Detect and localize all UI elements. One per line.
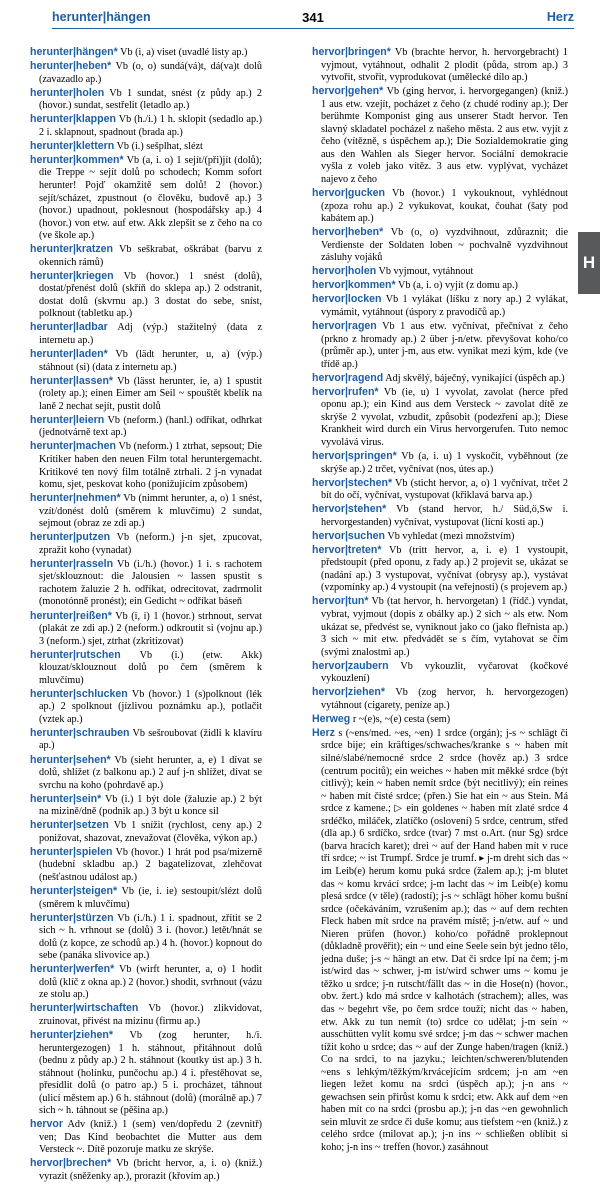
- dictionary-entry: [30, 885, 262, 911]
- entry-definition: Vb (hovor.) zlikvidovat, zruinovat, přivést na mizinu (firmu ap.): [39, 1003, 262, 1027]
- entry-headword: herunter|spielen: [30, 845, 113, 858]
- dictionary-entry: [312, 279, 568, 293]
- entry-headword: herunter|rutschen: [30, 648, 121, 661]
- entry-headword: herunter|schrauben: [30, 726, 130, 739]
- dictionary-entry: [30, 60, 262, 86]
- dictionary-entry: [30, 243, 262, 269]
- entry-headword: herunter|rasseln: [30, 557, 114, 570]
- entry-headword: hervor|rufen*: [312, 385, 379, 398]
- entry-headword: hervor|suchen: [312, 529, 386, 542]
- dictionary-entry: [30, 531, 262, 557]
- entry-headword: hervor|stechen*: [312, 476, 393, 489]
- dictionary-entry: [312, 226, 568, 265]
- dictionary-entry: [312, 46, 568, 85]
- entry-definition: Vb (stand hervor, h./ Süd,ö,Sw i. hervorgestanden) vyčnívat, vystupovat (lícní kosti ap.): [321, 504, 568, 528]
- dictionary-entry: [30, 649, 262, 688]
- right-column: [312, 46, 568, 1155]
- dictionary-entry: [30, 688, 262, 727]
- entry-headword: herunter|sehen*: [30, 753, 111, 766]
- entry-headword: herunter|sein*: [30, 792, 102, 805]
- dictionary-entry: [30, 1157, 262, 1183]
- entry-headword: herunter|hängen*: [30, 46, 118, 58]
- entry-definition: Vb (nimmt herunter, a, o) 1 snést, vzít/donést dolů (směrem k mluvčímu) 2 sundat, sejmout (obraz ze zdi ap.): [39, 493, 262, 530]
- entry-definition: Vb (a, i. u) 1 vyskočit, vyběhnout (ze skrýše ap.) 2 trčet, vyčnívat (nos, útes ap.): [321, 450, 568, 475]
- dictionary-entry: [30, 140, 262, 154]
- dictionary-entry: [312, 320, 568, 371]
- entry-headword: herunter|kommen*: [30, 153, 124, 166]
- entry-definition: Vb (i, a) viset (uvadlé listy ap.): [117, 47, 248, 58]
- entry-definition: Vb (i, i) 1 (hovor.) strhnout, servat (plakát ze zdi ap.) 2 (neform.) odkroutit si (vojnu ap.) 3 (neform.) sjet, ztrhat (zkritizovat): [39, 610, 262, 647]
- entry-headword: hervor|locken: [312, 293, 382, 306]
- entry-headword: hervor|holen: [312, 265, 377, 278]
- entry-headword: hervor|ragen: [312, 319, 377, 332]
- entry-headword: herunter|ziehen*: [30, 1029, 114, 1042]
- entry-definition: Vb (lädt herunter, u, a) (výp.) stáhnout (si) (data z internetu ap.): [39, 349, 262, 373]
- entry-definition: Vb (i./h.) 1 i. spadnout, zřítit se 2 sich ~ h. vrhnout se (dolů) 3 i. (hovor.) letět/hnát se dolů (z kopce, ze schodů ap.) 4 h. (hovor.) kopnout do sebe (panáka slivovice ap.): [39, 912, 262, 962]
- entry-definition: Vb (neform.) 1 ztrhat, sepsout; Die Kritiker haben den neuen Film total heruntergemacht. Kritikové ten nový film totálně ztrhali. 2 j-n vynadat komu, sjet, peskovat koho (ponižujícím způsobem): [39, 441, 262, 491]
- dictionary-entry: [312, 660, 568, 686]
- dictionary-entry: [312, 187, 568, 226]
- entry-definition: r ~(e)s, ~(e) cesta (sem): [350, 713, 451, 725]
- entry-headword: herunter|heben*: [30, 60, 112, 73]
- entry-headword: hervor: [30, 1118, 63, 1131]
- entry-definition: Vb (ie, u) 1 vyvolat, zavolat (herce před oponu ap.); ein Kind aus dem Versteck ~ zavolat dítě ze skrýše 2 vyvolat, vzbudit, způsobit (podezření ap.); Diese Krankheit wird durch ein Virus hervorgerufen. Tuto nemoc vyvolává virus.: [321, 386, 568, 448]
- entry-definition: Vb (a, i. o) vyjít (z domu ap.): [395, 280, 518, 292]
- entry-definition: Vb (i.) 1 být dole (žaluzie ap.) 2 být na mizině/dně (podnik ap.) 3 být u konce sil: [39, 793, 262, 818]
- dictionary-entry: [30, 414, 262, 440]
- entry-headword: herunter|stürzen: [30, 911, 114, 924]
- entry-definition: Vb (i.) (etw. Akk) klouzat/sklouznout dolů po čem (směrem k mluvčímu): [39, 649, 262, 686]
- entry-definition: Adv (kniž.) 1 (sem) ven/dopředu 2 (zevnitř) ven; Das Kind beobachtet die Mutter aus dem Versteck ~. Dítě pozoruje matku ze skrýše.: [39, 1119, 262, 1156]
- entry-definition: Vb (hovor.) 1 (s)polknout (lék ap.) 2 spolknout (jízlivou poznámku ap.), potlačit (vztek ap.): [39, 688, 262, 725]
- entry-definition: Vb (tat hervor, h. hervorgetan) 1 (řídč.) vyndat, vybrat, vyjmout (dopis z obálky ap.) 2 sich ~ als etw. Nom ukázat se, předvést se, vyniknout jako co (jako fleřnista ap.) 3 sich ~ mit etw. předvádět se s čím, vytahovat se čím (svými znalostmi ap.): [321, 596, 568, 658]
- entry-headword: Herweg: [312, 712, 351, 725]
- dictionary-entry: [312, 293, 568, 319]
- dictionary-entry: [312, 595, 568, 659]
- dictionary-entry: [30, 492, 262, 531]
- dictionary-entry: [30, 1118, 262, 1157]
- dictionary-entry: [312, 450, 568, 476]
- entry-definition: Vb (sieht herunter, a, e) 1 dívat se dolů, shlížet (z balkonu ap.) 2 auf j-n shlížet, dívat se svrchu na koho (pohrdavě ap.): [39, 754, 262, 791]
- dictionary-entry: [312, 713, 568, 727]
- entry-headword: hervor|gehen*: [312, 85, 384, 98]
- entry-headword: herunter|holen: [30, 86, 105, 99]
- letter-thumb-tab[interactable]: H: [578, 232, 600, 294]
- entry-headword: herunter|machen: [30, 440, 116, 453]
- dictionary-entry: [30, 113, 262, 139]
- entry-headword: herunter|lassen*: [30, 374, 114, 387]
- dictionary-entry: [30, 754, 262, 793]
- entry-definition: Vb (tritt hervor, a, i. e) 1 vystoupit, předstoupit (před oponu, z řady ap.) 2 projevit se, ukázat se (nadání ap.) 3 vystupovat, vyčnívat (obrysy ap.), vystávat (vzpomínky ap.) 4 vystoupit (na veřejnosti) (s projevem ap.): [321, 544, 568, 594]
- entry-definition: Vb seškrabat, oškrábat (barvu z okenních rámů): [39, 244, 262, 268]
- entry-definition: Vb (zog hervor, h. hervorgezogen) vytáhnout (cigarety, peníze ap.): [321, 687, 568, 711]
- dictionary-entry: [30, 440, 262, 491]
- entry-headword: hervor|stehen*: [312, 503, 387, 516]
- entry-definition: s (~ens/med. ~es, ~en) 1 srdce (orgán); j-s ~ schlägt či srdce bije; ein kräftiges/schwaches/kranke s ~ haben mít silné/slabé/nemocné srdce 2 srdce (hověz ap.) 3 srdce (centrum pocitů); ein weiches ~ haben mít měkké srdce (být citlivý); kein ~ haben nemít srdce (být necitlivý); ein reines ~ haben mít čisté srdce; (přen.) Sie hat ein ~ aus Stein. Má srdce z kamene.; ▷ ein goldenes ~ haben mít zlaté srdce 4 srdéčko, miláček, zlatíčko (oslovení) 5 srdce, centrum, střed (dla ap.) 6 srdíčko, srdce (tvar) 7 mst o.Art. (nur Sg) srdce (barva hracích karet); drei ~ auf der Hand haben mít v ruce tři srdce; ~ ist Trumpf. Srdce je trumf. ▸ j-m dreht sich das ~ im Leib(e) herum komu puká srdce (žalem ap.); j-m blutet das ~ komu krvácí srdce; j-m lacht das ~ im Leib(e) komu plesá srdce (v těle) (radostí); j-s ~ schlägt höher komu bušní srdce (očekáváním, vzrušením ap.); das ~ auf dem rechten Fleck haben mít srdce na pravém místě; j-n/etw. auf ~ und Nieren prüfen (hovor.) koho/co pořádně proklepnout (důkladně prověřit); ein ~ und eine Seele sein být jedno tělo, jedna duše; j-s ~ hängt an etw. Dat či srdce lpí na čem; j-m ist/wird das ~ schwer, j-m ist/wird schwer ums ~ komu je těžko u srdce; j-n rutscht/fällt das ~ in die Hose(n) (hovor., obv. žert.) kdo má srdce v kalhotách (strachem); alles, was das ~ begehrt vše, po čem srdce touží; nicht das ~ haben, etw. Akk zu tun nemít (to) srdce co udělat; j-m sein ~ ausschütten vylít komu své srdce; j-m das ~ schwer machen tížit koho u srdce; das ~ auf der Zunge haben/tragen (kniž.) Co na srdci, to na jazyku.; leichten/schweren/blutenden ~ens s lehkým/těžkým/krvácejícím srdcem; j-n am ~en liegen ležet komu na srdci (úspěch ap.); j-n ans ~ gewachsen sein přirůst komu k srdci; etw. Akk auf dem ~en haben mít co na srdci (prosbu ap.); j-n das ~en gewohnlich sein mluvit ze srdce či duše komu; aus tiefstem ~en (kniž.) z celého srdce (milovat ap.); j-n ins ~ schließen oblíbit si koho; j-n ins ~ treffen (hovor.) zasáhnout: [321, 727, 568, 1153]
- dictionary-entry: [312, 477, 568, 503]
- entry-headword: hervor|ragend: [312, 371, 384, 384]
- entry-headword: herunter|kriegen: [30, 269, 114, 282]
- entry-headword: hervor|heben*: [312, 226, 384, 239]
- entry-definition: Adj skvělý, báječný, vynikající (úspěch ap.): [383, 372, 565, 384]
- entry-definition: Vb (hovor.) 1 vykouknout, vyhlédnout (zpoza rohu ap.) 2 vykukovat, koukat, čouhat (šaty pod kabátem ap.): [321, 188, 568, 225]
- entry-definition: Vb 1 vylákat (líšku z nory ap.) 2 vylákat, vymámit, vytáhnout (úspory z pravodíčů ap.): [321, 294, 568, 318]
- entry-definition: Vb (hovor.) 1 snést (dolů), dostat/přenést dolů (skříň do sklepa ap.) 2 odstranit, dostat dolů (skvrnu ap.) 3 dostat do sebe, sníst, polknout (tabletku ap.): [39, 270, 262, 320]
- header-rule: [52, 28, 574, 29]
- dictionary-entry: [30, 1029, 262, 1118]
- dictionary-entry: [30, 793, 262, 819]
- entry-definition: Vb (bricht hervor, a, i. o) (kniž.) vyrazit (sněženky ap.), prorazit (křovím ap.): [39, 1158, 262, 1183]
- dictionary-entry: [312, 386, 568, 450]
- entry-headword: hervor|springen*: [312, 449, 397, 462]
- entry-headword: hervor|tun*: [312, 595, 369, 608]
- dictionary-entry: [30, 846, 262, 885]
- entry-definition: Vb (neform.) j-n sjet, zpucovat, zpražit koho (vynadat): [39, 532, 262, 556]
- running-header: [52, 10, 574, 28]
- dictionary-entry: [30, 1002, 262, 1028]
- entry-definition: Vb (ie, i. ie) sestoupit/slézt dolů (směrem k mluvčímu): [39, 886, 262, 910]
- entry-definition: Vb (neform.) (hanl.) odříkat, odhrkat (jednotvárně text ap.): [39, 414, 262, 439]
- dictionary-entry: [30, 348, 262, 374]
- dictionary-entry: [30, 154, 262, 243]
- entry-definition: Vb vykouzlit, vyčarovat (kočkové vykouzlení): [321, 660, 568, 685]
- entry-definition: Vb 1 aus etw. vyčnívat, přečnívat z čeho (prkno z hromady ap.) 2 über j-n/etw. převyšovat koho/co (průměr ap.), unter j-m, aus etw. vynikat mezi kým, kde (ve třídě ap.): [321, 320, 568, 370]
- dictionary-entry: [30, 912, 262, 963]
- entry-headword: herunter|leiern: [30, 413, 105, 426]
- entry-definition: Adj (výp.) stažitelný (data z internetu ap.): [39, 322, 262, 347]
- header-first-entry: herunter|hängen: [52, 10, 151, 24]
- entry-headword: Herz: [312, 726, 335, 739]
- entry-headword: hervor|treten*: [312, 543, 382, 556]
- entry-headword: herunter|klappen: [30, 113, 116, 126]
- entry-definition: Vb vyhledat (mezi množstvím): [385, 530, 515, 542]
- entry-definition: Vb sešroubovat (židli k klavíru ap.): [39, 727, 262, 752]
- dictionary-entry: [312, 727, 568, 1155]
- entry-headword: herunter|werfen*: [30, 963, 115, 976]
- entry-headword: hervor|ziehen*: [312, 686, 386, 699]
- entry-definition: Vb (a, i. o) 1 sejít/(při)jít (dolů); die Treppe ~ sejít dolů po schodech; Komm sofort herunter! Pojď okamžitě sem dolů! 2 (hovor.) sejít/scházet, zpustnout (o člověku, budově ap.) 3 (hovor.) upadnout, poklesnout (hospodářsky ap.) 4 (hovor.) von etw. auf etw. Akk zlepšit se z čeho na co (ve škole ap.): [39, 154, 262, 242]
- entry-definition: Vb (i.) sešplhat, slézt: [114, 140, 203, 152]
- dictionary-entry: [30, 46, 262, 60]
- entry-headword: herunter|reißen*: [30, 609, 112, 622]
- entry-definition: Vb (lässt herunter, ie, a) 1 spustit (rolety ap.); einen Eimer am Seil ~ spouštět kbelík na laně 2 nechat sejít, pustit dolů: [39, 375, 262, 412]
- dictionary-entry: [30, 270, 262, 321]
- entry-definition: Vb (sticht hervor, a, o) 1 vyčnívat, trčet 2 bít do očí, vyčnívat, vystupovat (křiklavá barva ap.): [321, 477, 568, 502]
- dictionary-entry: [30, 321, 262, 347]
- entry-headword: herunter|steigen*: [30, 885, 118, 897]
- entry-headword: herunter|schlucken: [30, 687, 128, 700]
- entry-headword: herunter|wirtschaften: [30, 1002, 139, 1015]
- entry-headword: herunter|laden*: [30, 348, 108, 361]
- header-last-entry: Herz: [546, 10, 574, 24]
- dictionary-entry: [312, 265, 568, 279]
- dictionary-entry: [312, 544, 568, 595]
- entry-headword: hervor|gucken: [312, 187, 386, 200]
- entry-definition: Vb vyjmout, vytáhnout: [376, 266, 474, 278]
- entry-headword: herunter|nehmen*: [30, 492, 121, 505]
- dictionary-entry: [312, 686, 568, 712]
- left-column: [30, 46, 262, 1184]
- entry-headword: herunter|kratzen: [30, 243, 114, 256]
- dictionary-entry: [30, 963, 262, 1002]
- entry-definition: Vb (brachte hervor, h. hervorgebracht) 1 vyjmout, vytáhnout, odhalit 2 plodit (půda, strom ap.) 3 vytvořit, stvořit, vyprodukovat (umělecké dílo ap.): [321, 47, 568, 84]
- entry-definition: Vb (h./i.) 1 h. sklopit (sedadlo ap.) 2 i. sklapnout, spadnout (brada ap.): [39, 114, 262, 138]
- entry-definition: Vb (wirft herunter, a, o) 1 hodit dolů (klíč z okna ap.) 2 (hovor.) shodit, svrhnout (vázu ze stolu ap.): [39, 964, 262, 1001]
- dictionary-entry: [312, 85, 568, 186]
- dictionary-entry: [30, 558, 262, 609]
- entry-headword: hervor|kommen*: [312, 279, 396, 292]
- dictionary-entry: [30, 375, 262, 414]
- entry-definition: Vb (zog herunter, h./i. heruntergezogen) 1 h. stáhnout, přitáhnout dolů (bednu z půdy ap.) 2 h. stáhnout (koutky úst ap.) 3 h. stáhnout (holínku, punčochu ap.) 4 i. přestěhovat se, přesídlit dolů (o patro ap.) 5 i. procházet, táhnout (ulicí městem ap.) 6 h. stáhnout (dolů) (morálně ap.) 7 sich ~ h. táhnout se (pěšina ap.): [39, 1030, 262, 1117]
- dictionary-entry: [30, 727, 262, 753]
- entry-headword: herunter|ladbar: [30, 321, 108, 334]
- dictionary-entry: [30, 610, 262, 649]
- entry-definition: Vb (hovor.) 1 hrát pod psa/mizerně (hudební skladbu ap.) 2 bagatelizovat, zlehčovat (nešťastnou událost ap.): [39, 846, 262, 883]
- entry-headword: hervor|brechen*: [30, 1157, 112, 1170]
- dictionary-entry: [312, 372, 568, 386]
- entry-headword: herunter|klettern: [30, 139, 115, 152]
- page-number: 341: [302, 10, 324, 25]
- entry-headword: hervor|bringen*: [312, 46, 391, 58]
- entry-headword: herunter|setzen: [30, 819, 109, 832]
- dictionary-entry: [312, 503, 568, 529]
- entry-definition: Vb (o, o) sundá(vá)t, dá(va)t dolů (zavazadlo ap.): [39, 61, 262, 85]
- dictionary-entry: [312, 530, 568, 544]
- entry-headword: hervor|zaubern: [312, 659, 389, 672]
- dictionary-entry: [30, 87, 262, 113]
- entry-definition: Vb 1 snížit (rychlost, ceny ap.) 2 ponižovat, shazovat, znevažovat (člověka, výkon ap.): [39, 820, 262, 844]
- dictionary-entry: [30, 819, 262, 845]
- entry-definition: Vb 1 sundat, snést (z půdy ap.) 2 (hovor.) sundat, sestřelit (letadlo ap.): [39, 87, 262, 112]
- entry-definition: Vb (o, o) vyzdvihnout, zdůraznit; die Verdienste der Soldaten loben ~ pochvalně vyzdvihnout zásluhy vojáků: [321, 227, 568, 264]
- entry-definition: Vb (i./h.) (hovor.) 1 i. s rachotem sjet/sklouznout: die Jalousien ~ lassen spustit s rachotem žaluzie 2 h. odříkat, odrecitovat, zadrmolit (monotónně pronést); ein Gedicht ~ odříkat báseň: [39, 558, 262, 608]
- entry-headword: herunter|putzen: [30, 531, 111, 544]
- entry-definition: Vb (ging hervor, i. hervorgegangen) (kniž.) 1 aus etw. vzejít, pocházet z čeho (z chudé rodiny ap.); Der berühmte Komponist ging aus unserer Stadt hervor. Ten slavný skladatel pocházel z našeho města. 2 aus etw. vyjít z čeho (vítězně, s úspěchem ap.); Die Sozialdemokratie ging aus den Wahlen als Sieger hervor. Sociální demokracie vyšla z voleb jako vítěz. 3 aus etw. vyplývat, vycházet najevo z čeho: [321, 86, 568, 185]
